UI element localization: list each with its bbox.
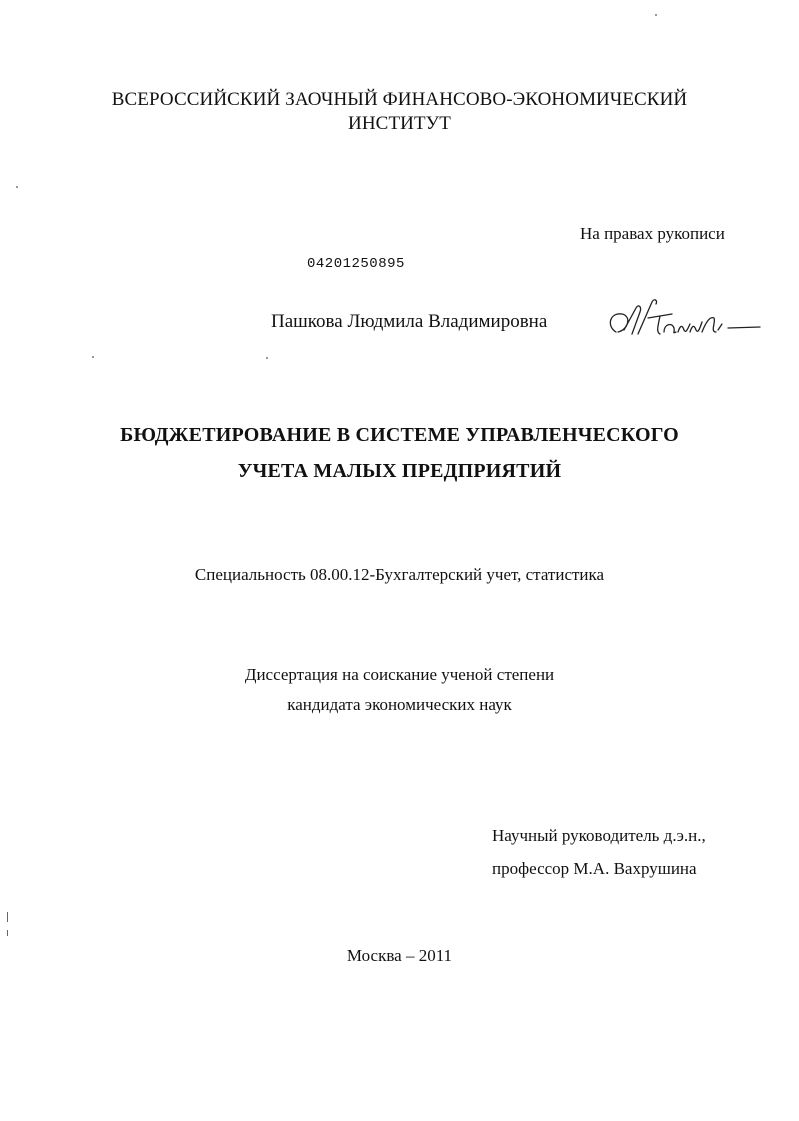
scan-speck — [266, 357, 268, 359]
supervisor-line-2: профессор М.А. Вахрушина — [492, 859, 697, 878]
document-code: 04201250895 — [307, 256, 405, 272]
institute-name-line-1: ВСЕРОССИЙСКИЙ ЗАОЧНЫЙ ФИНАНСОВО-ЭКОНОМИЧЕСКИЙ — [111, 89, 688, 110]
institute-name — [0, 88, 799, 136]
scan-speck — [16, 186, 18, 188]
rights-note: На правах рукописи — [580, 224, 725, 243]
degree-statement — [0, 660, 799, 720]
supervisor — [492, 819, 706, 885]
city-year: Москва – 2011 — [346, 946, 453, 965]
specialty: Специальность 08.00.12-Бухгалтерский учет, статистика — [194, 565, 605, 584]
institute-name-line-2: ИНСТИТУТ — [348, 113, 451, 134]
signature-icon — [602, 294, 762, 344]
degree-line-1: Диссертация на соискание ученой степени — [244, 665, 555, 684]
scan-mark — [7, 912, 8, 922]
scan-mark — [7, 930, 8, 936]
author-name: Пашкова Людмила Владимировна — [271, 311, 548, 332]
supervisor-line-1: Научный руководитель д.э.н., — [492, 826, 706, 845]
scan-speck — [655, 14, 657, 16]
title-line-1: БЮДЖЕТИРОВАНИЕ В СИСТЕМЕ УПРАВЛЕНЧЕСКОГО — [120, 424, 679, 446]
title-line-2: УЧЕТА МАЛЫХ ПРЕДПРИЯТИЙ — [237, 460, 562, 482]
degree-line-2: кандидата экономических наук — [287, 695, 512, 714]
dissertation-title — [0, 417, 799, 489]
scan-speck — [92, 356, 94, 358]
